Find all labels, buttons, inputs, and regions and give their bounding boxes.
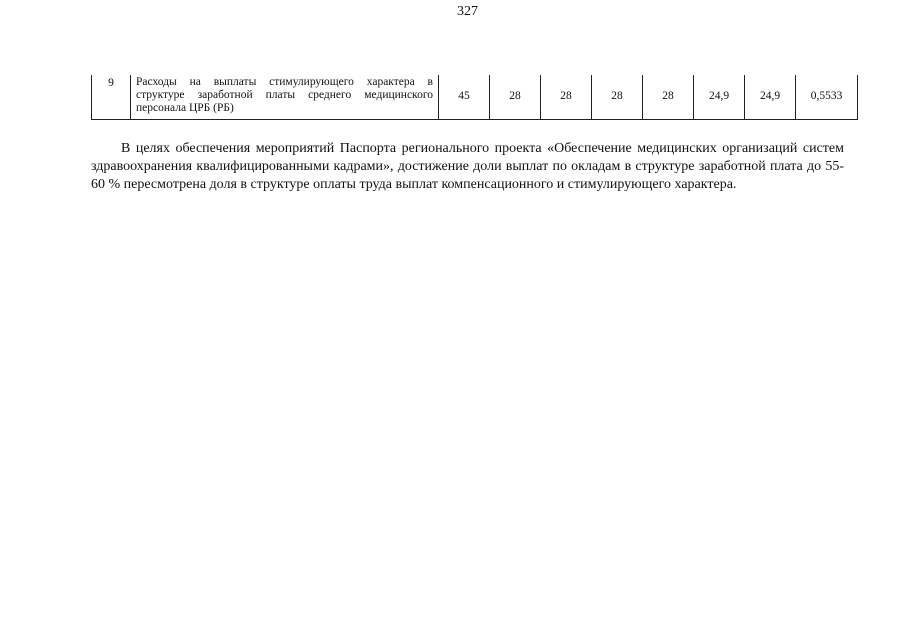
body-paragraph: В целях обеспечения мероприятий Паспорта регионального проекта «Обеспечение медицинских организаций систем здравоохранения квалифицированными кадрами», достижение доли выплат по окладам в структуре заработной плата до 55-60 % пересмотрена доля в структуре оплаты труда выплат компенсационного и стимулирующего характера.	[91, 141, 844, 192]
indicators-table	[91, 75, 858, 120]
indicator-name: Расходы на выплаты стимулирующего характера в структуре заработной платы среднего медицинского персонала ЦРБ (РБ)	[131, 75, 439, 119]
value-cell: 28	[490, 75, 541, 119]
value-cell: 28	[541, 75, 592, 119]
page-number: 327	[457, 4, 478, 19]
row-number: 9	[92, 75, 131, 119]
value-cell: 24,9	[694, 75, 745, 119]
table-row	[92, 75, 858, 119]
value-cell: 28	[643, 75, 694, 119]
value-cell: 24,9	[745, 75, 796, 119]
value-cell: 45	[439, 75, 490, 119]
value-cell: 28	[592, 75, 643, 119]
value-cell: 0,5533	[796, 75, 858, 119]
